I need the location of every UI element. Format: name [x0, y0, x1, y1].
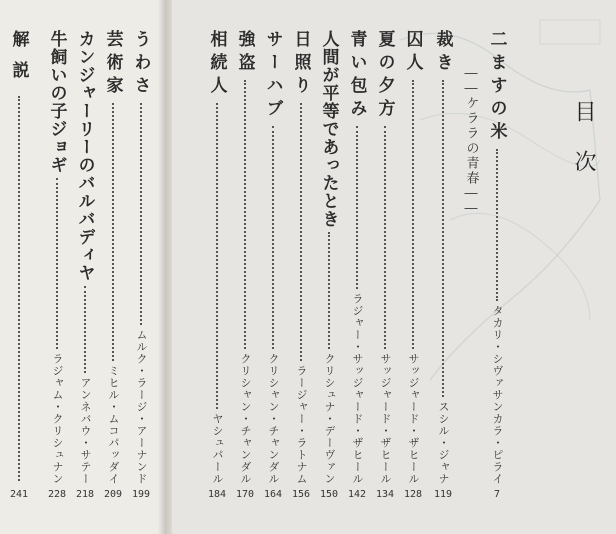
entry-author: サッジャード・ザヒール: [407, 353, 420, 485]
entry-author: スシル・ジャナ: [437, 401, 450, 485]
entry-title: 強盗: [234, 30, 255, 76]
entry-author: アンネバウ・サテー: [79, 377, 92, 485]
entry-page: 142: [347, 489, 367, 500]
subtitle-column: ―― ケララの青春 ――: [463, 66, 479, 216]
book-gutter: [158, 0, 172, 534]
toc-entry[interactable]: [100, 30, 126, 500]
leader-dots: [84, 286, 86, 373]
entry-page: 170: [235, 489, 255, 500]
entry-title: うわさ: [130, 30, 151, 99]
toc-entry[interactable]: [204, 30, 230, 500]
entry-title: 解説: [8, 30, 29, 92]
leader-dots: [216, 103, 218, 409]
entry-page: 241: [9, 489, 29, 500]
entry-title: 日照り: [290, 30, 311, 99]
entry-author: クリシャン・チャンダル: [239, 353, 252, 485]
toc-entry[interactable]: [400, 30, 426, 500]
entry-page: 150: [319, 489, 339, 500]
entry-author: ミヒル・ムコパッダイ: [107, 365, 120, 485]
leader-dots: [442, 80, 444, 397]
leader-dots: [244, 80, 246, 349]
entry-page: 128: [403, 489, 423, 500]
toc-entry[interactable]: [344, 30, 370, 500]
entry-title: 二ますの米: [486, 30, 507, 145]
leader-dots: [140, 103, 142, 325]
entry-page: 209: [103, 489, 123, 500]
entry-page: 156: [291, 489, 311, 500]
leader-dots: [112, 103, 114, 361]
entry-title: 夏の夕方: [374, 30, 395, 122]
entry-title: サーハブ: [262, 30, 283, 122]
toc-entry[interactable]: [372, 30, 398, 500]
entry-subtitle: ケララの青春: [463, 96, 479, 186]
leader-dots: [272, 126, 274, 349]
leader-dots: [496, 149, 498, 301]
toc-entry[interactable]: [260, 30, 286, 500]
entry-title: 青い包み: [346, 30, 367, 122]
entry-author: ヤシュパール: [211, 413, 224, 485]
entry-author: ラジャー・サッジャード・ザヒール: [351, 293, 364, 485]
entry-title: 囚人: [402, 30, 423, 76]
toc-entry[interactable]: [128, 30, 154, 500]
toc-entry[interactable]: [316, 30, 342, 500]
entry-title: 芸術家: [102, 30, 123, 99]
entry-author: サッジャード・ザヒール: [379, 353, 392, 485]
entry-author: ムルク・ラージ・アーナンド: [135, 329, 148, 485]
entry-title: カンジャーリーのバルバディヤ: [74, 30, 95, 282]
entry-page: 218: [75, 489, 95, 500]
toc-entry[interactable]: [6, 30, 32, 500]
entry-page: 164: [263, 489, 283, 500]
entry-title: 相続人: [206, 30, 227, 99]
leader-dots: [328, 232, 330, 349]
leader-dots: [18, 96, 20, 481]
entry-page: 7: [493, 489, 501, 500]
leader-dots: [56, 178, 58, 349]
toc-heading: 目次: [571, 100, 596, 200]
entry-page: 119: [433, 489, 453, 500]
entry-author: クリシュナ・デーヴァン: [323, 353, 336, 485]
entry-title: 人間が平等であったとき: [318, 30, 339, 228]
entry-author: タカリ・シヴァサンカラ・ピライ: [491, 305, 504, 485]
entry-author: ラージャー・ラトナム: [295, 365, 308, 485]
leader-dots: [412, 80, 414, 349]
toc-entry[interactable]: [72, 30, 98, 500]
toc-entry[interactable]: [44, 30, 70, 500]
toc-entry[interactable]: [430, 30, 456, 500]
leader-dots: [384, 126, 386, 349]
entry-author: クリシャン・チャンダル: [267, 353, 280, 485]
leader-dots: [356, 126, 358, 289]
entry-page: 199: [131, 489, 151, 500]
leader-dots: [300, 103, 302, 361]
entry-author: ラジャム・クリシュナン: [51, 353, 64, 485]
toc-entry[interactable]: [232, 30, 258, 500]
toc-entry[interactable]: [484, 30, 510, 500]
entry-page: 228: [47, 489, 67, 500]
entry-title: 裁き: [432, 30, 453, 76]
toc-entry[interactable]: [288, 30, 314, 500]
entry-page: 134: [375, 489, 395, 500]
entry-page: 184: [207, 489, 227, 500]
entry-title: 牛飼いの子ジョギ: [46, 30, 67, 174]
